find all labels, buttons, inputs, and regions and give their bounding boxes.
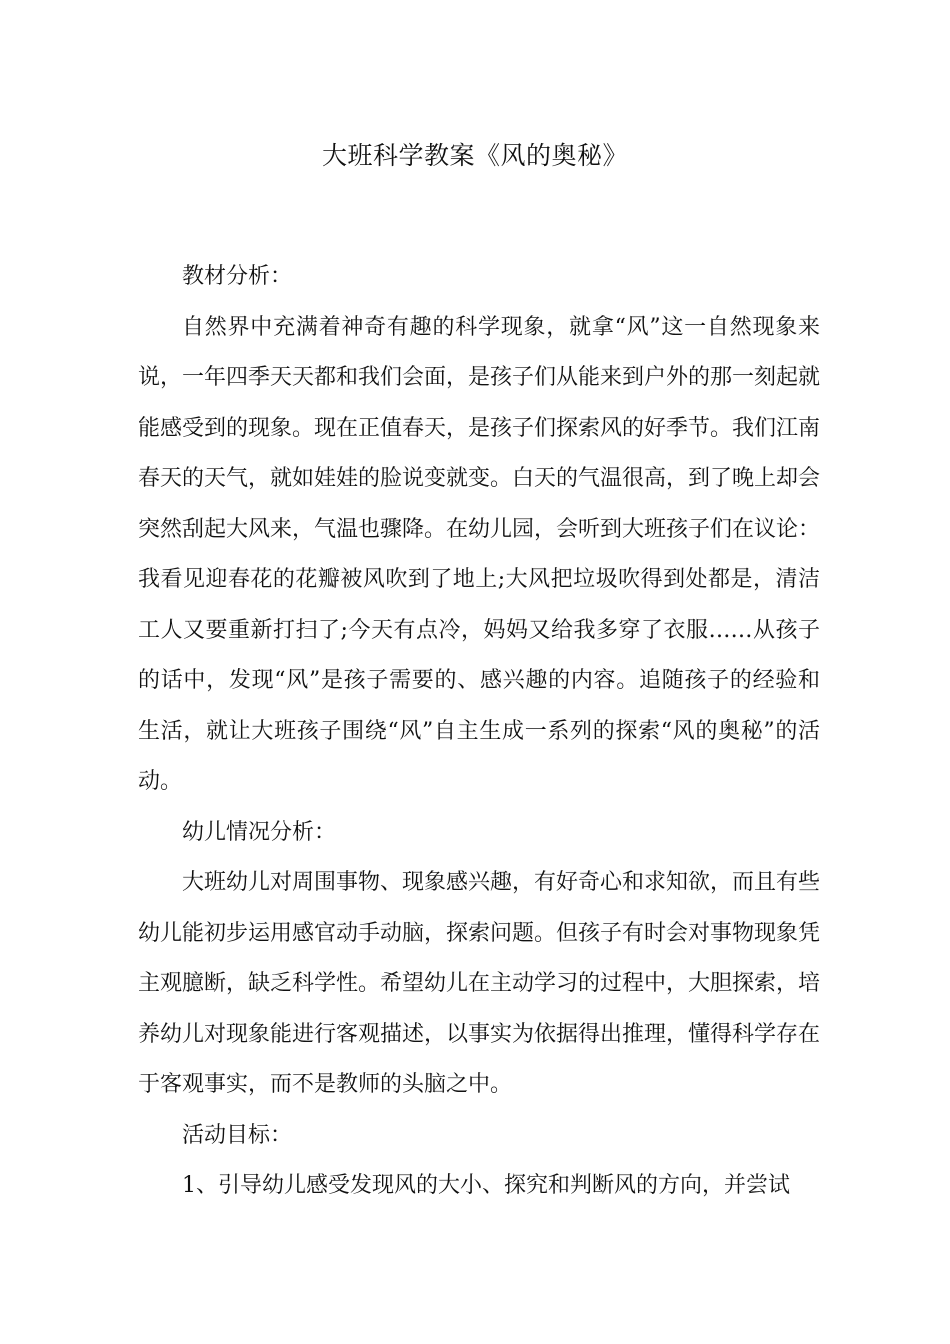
paragraph-children-analysis: 大班幼儿对周围事物、现象感兴趣，有好奇心和求知欲，而且有些幼儿能初步运用感官动手动脑，探索问题。但孩子有时会对事物现象凭主观臆断，缺乏科学性。希望幼儿在主动学习的过程中，大胆探索，培养幼儿对现象能进行客观描述，以事实为依据得出推理，懂得科学存在于客观事实，而不是教师的头脑之中。 [138, 870, 821, 1097]
document-title: 大班科学教案《风的奥秘》 [321, 141, 628, 170]
document-body [138, 252, 820, 1212]
section-heading-children-analysis: 幼儿情况分析： [182, 819, 337, 845]
paragraph-goals: 1、引导幼儿感受发现风的大小、探究和判断风的方向，并尝试 [182, 1173, 790, 1198]
section-heading-goals: 活动目标： [182, 1122, 293, 1148]
section-heading-materials: 教材分析： [182, 264, 293, 289]
paragraph-materials-analysis: 自然界中充满着神奇有趣的科学现象，就拿“风”这一自然现象来说，一年四季天天都和我们会面，是孩子们从能来到户外的那一刻起就能感受到的现象。现在正值春天，是孩子们探索风的好季节。我们江南春天的天气，就如娃娃的脸说变就变。白天的气温很高，到了晚上却会突然刮起大风来，气温也骤降。在幼儿园，会听到大班孩子们在议论：我看见迎春花的花瓣被风吹到了地上;大风把垃圾吹得到处都是，清洁工人又要重新打扫了;今天有点冷，妈妈又给我多穿了衣服……从孩子的话中，发现“风”是孩子需要的、感兴趣的内容。追随孩子的经验和生活，就让大班孩子围绕“风”自主生成一系列的探索“风的奥秘”的活动。 [138, 314, 821, 794]
